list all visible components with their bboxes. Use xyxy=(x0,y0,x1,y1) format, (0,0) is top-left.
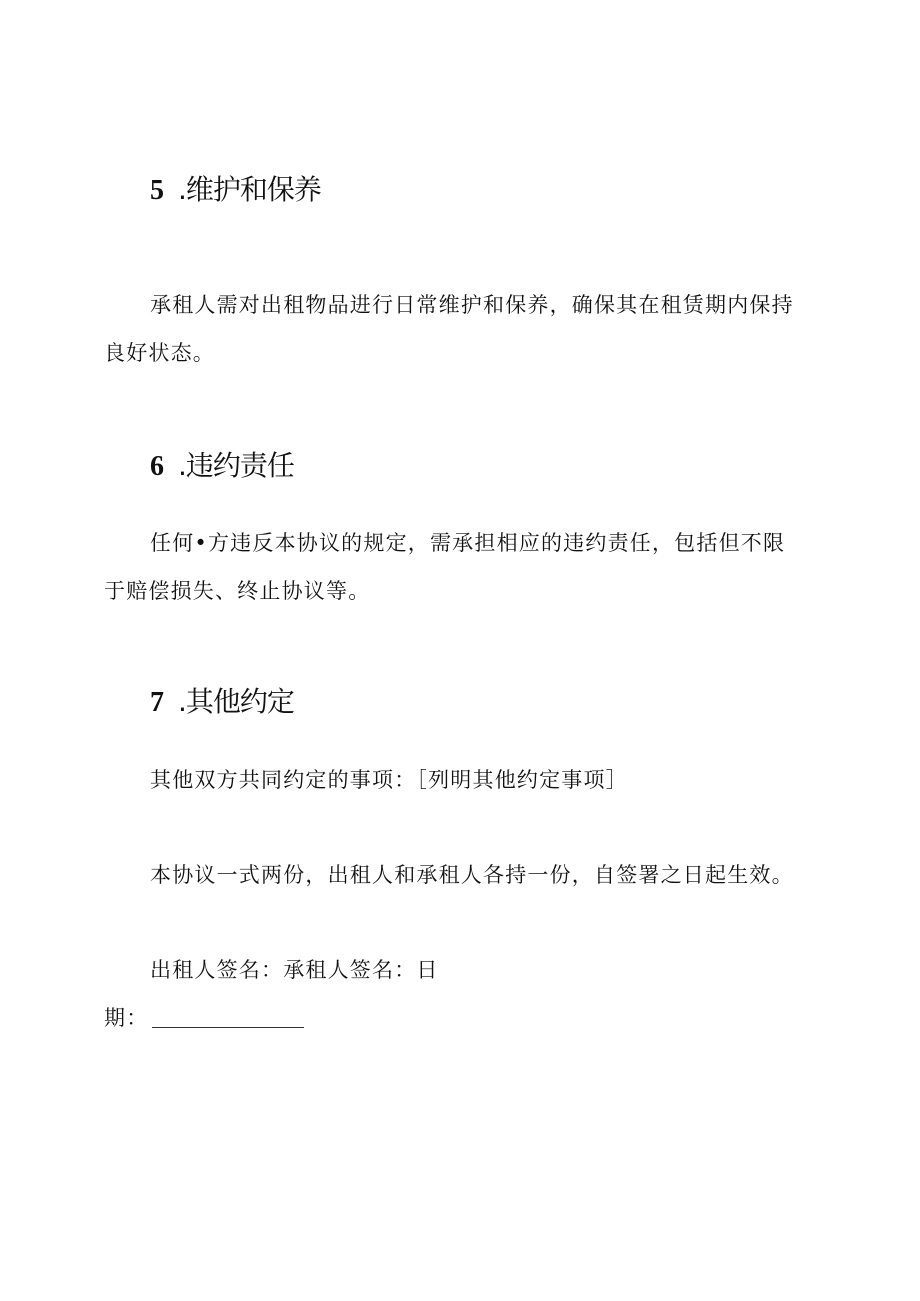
section-heading-5 xyxy=(150,170,321,211)
section-heading-7 xyxy=(150,682,294,723)
section-title: .其他约定 xyxy=(178,685,294,718)
signature-line: 出租人签名：承租人签名：日 xyxy=(150,958,439,982)
closing-statement: 本协议一式两份，出租人和承租人各持一份，自签署之日起生效。 xyxy=(150,863,794,887)
section-body-6: 任何•方违反本协议的规定，需承担相应的违约责任，包括但不限于赔偿损失、终止协议等。 xyxy=(104,531,786,603)
section-number: 5 xyxy=(150,175,164,206)
section-body-7: 其他双方共同约定的事项：［列明其他约定事项］ xyxy=(150,768,628,792)
section-number: 6 xyxy=(150,451,164,482)
section-title: .维护和保养 xyxy=(178,173,321,206)
section-body-5: 承租人需对出租物品进行日常维护和保养，确保其在租赁期内保持良好状态。 xyxy=(104,293,794,365)
date-label: 期： xyxy=(104,1006,149,1030)
date-blank-line[interactable] xyxy=(152,1027,304,1028)
section-title: .违约责任 xyxy=(178,449,294,482)
section-heading-6 xyxy=(150,446,294,487)
section-number: 7 xyxy=(150,687,164,718)
